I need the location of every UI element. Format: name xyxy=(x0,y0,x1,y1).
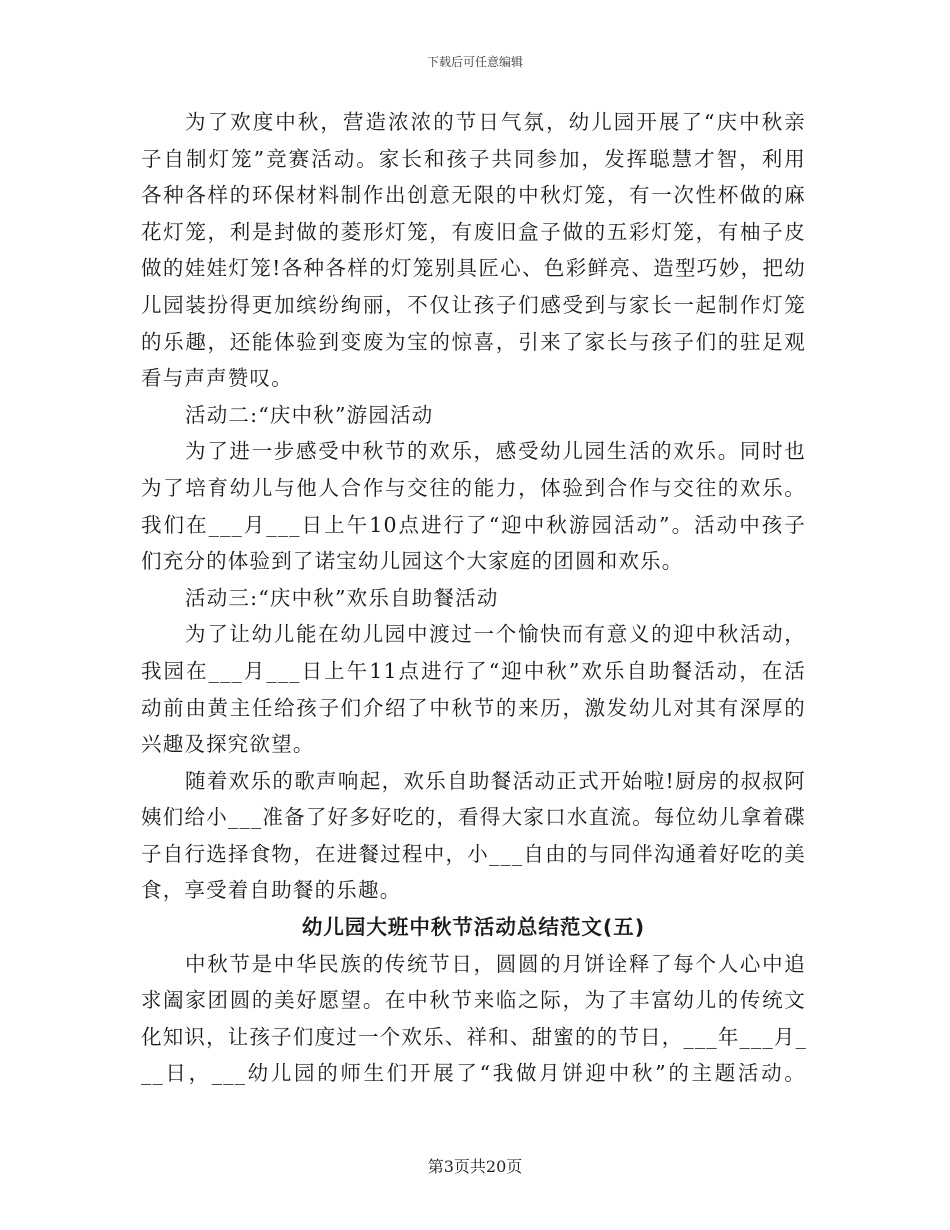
paragraph-line: 化知识，让孩子们度过一个欢乐、祥和、甜蜜的的节日，___年___月_ xyxy=(141,1024,808,1049)
paragraph-line: 子自行选择食物，在进餐过程中，小___自由的与同伴沟通着好吃的美 xyxy=(141,841,806,866)
page-header: 下载后可任意编辑 xyxy=(426,55,523,69)
paragraph-line: 为了欢度中秋，营造浓浓的节日气氛，幼儿园开展了“庆中秋亲 xyxy=(185,110,806,134)
paragraph-line: 做的娃娃灯笼!各种各样的灯笼别具匠心、色彩鲜亮、造型巧妙，把幼 xyxy=(141,256,806,281)
paragraph-line: 随着欢乐的歌声响起，欢乐自助餐活动正式开始啦!厨房的叔叔阿 xyxy=(185,768,806,793)
paragraph-line: __日，___幼儿园的师生们开展了“我做月饼迎中秋”的主题活动。 xyxy=(141,1061,806,1086)
page-footer: 第3页共20页 xyxy=(427,1157,523,1176)
paragraph-line: 食，享受着自助餐的乐趣。 xyxy=(141,878,402,903)
paragraph-line: 求阖家团圆的美好愿望。在中秋节来临之际，为了丰富幼儿的传统文 xyxy=(141,988,806,1013)
paragraph-line: 为了进一步感受中秋节的欢乐，感受幼儿园生活的欢乐。同时也 xyxy=(185,439,806,464)
paragraph-line: 中秋节是中华民族的传统节日，圆圆的月饼诠释了每个人心中追 xyxy=(185,951,806,976)
section-heading: 幼儿园大班中秋节活动总结范文(五) xyxy=(301,915,646,940)
document-body xyxy=(141,104,806,1092)
paragraph-line: 看与声声赞叹。 xyxy=(141,366,293,391)
paragraph-line: 子自制灯笼”竞赛活动。家长和孩子共同参加，发挥聪慧才智，利用 xyxy=(141,146,806,171)
section-subtitle: 活动三:“庆中秋”欢乐自助餐活动 xyxy=(185,585,499,610)
paragraph-line: 儿园装扮得更加缤纷绚丽，不仅让孩子们感受到与家长一起制作灯笼 xyxy=(141,292,806,317)
paragraph-line: 各种各样的环保材料制作出创意无限的中秋灯笼，有一次性杯做的麻 xyxy=(141,183,806,208)
paragraph-line: 我们在___月___日上午10点进行了“迎中秋游园活动”。活动中孩子 xyxy=(141,512,806,537)
paragraph-line: 为了培育幼儿与他人合作与交往的能力，体验到合作与交往的欢乐。 xyxy=(141,475,806,500)
paragraph-line: 兴趣及探究欲望。 xyxy=(141,732,315,757)
paragraph-line: 姨们给小___准备了好多好吃的，看得大家口水直流。每位幼儿拿着碟 xyxy=(141,805,806,830)
paragraph-line: 花灯笼，利是封做的菱形灯笼，有废旧盒子做的五彩灯笼，有柚子皮 xyxy=(141,219,806,244)
paragraph-line: 们充分的体验到了诺宝幼儿园这个大家庭的团圆和欢乐。 xyxy=(141,549,684,574)
paragraph-line: 我园在___月___日上午11点进行了“迎中秋”欢乐自助餐活动，在活 xyxy=(141,658,806,683)
paragraph-line: 为了让幼儿能在幼儿园中渡过一个愉快而有意义的迎中秋活动， xyxy=(185,622,806,647)
paragraph-line: 动前由黄主任给孩子们介绍了中秋节的来历，激发幼儿对其有深厚的 xyxy=(141,695,806,720)
section-subtitle: 活动二:“庆中秋”游园活动 xyxy=(185,402,434,427)
paragraph-line: 的乐趣，还能体验到变废为宝的惊喜，引来了家长与孩子们的驻足观 xyxy=(141,329,806,354)
